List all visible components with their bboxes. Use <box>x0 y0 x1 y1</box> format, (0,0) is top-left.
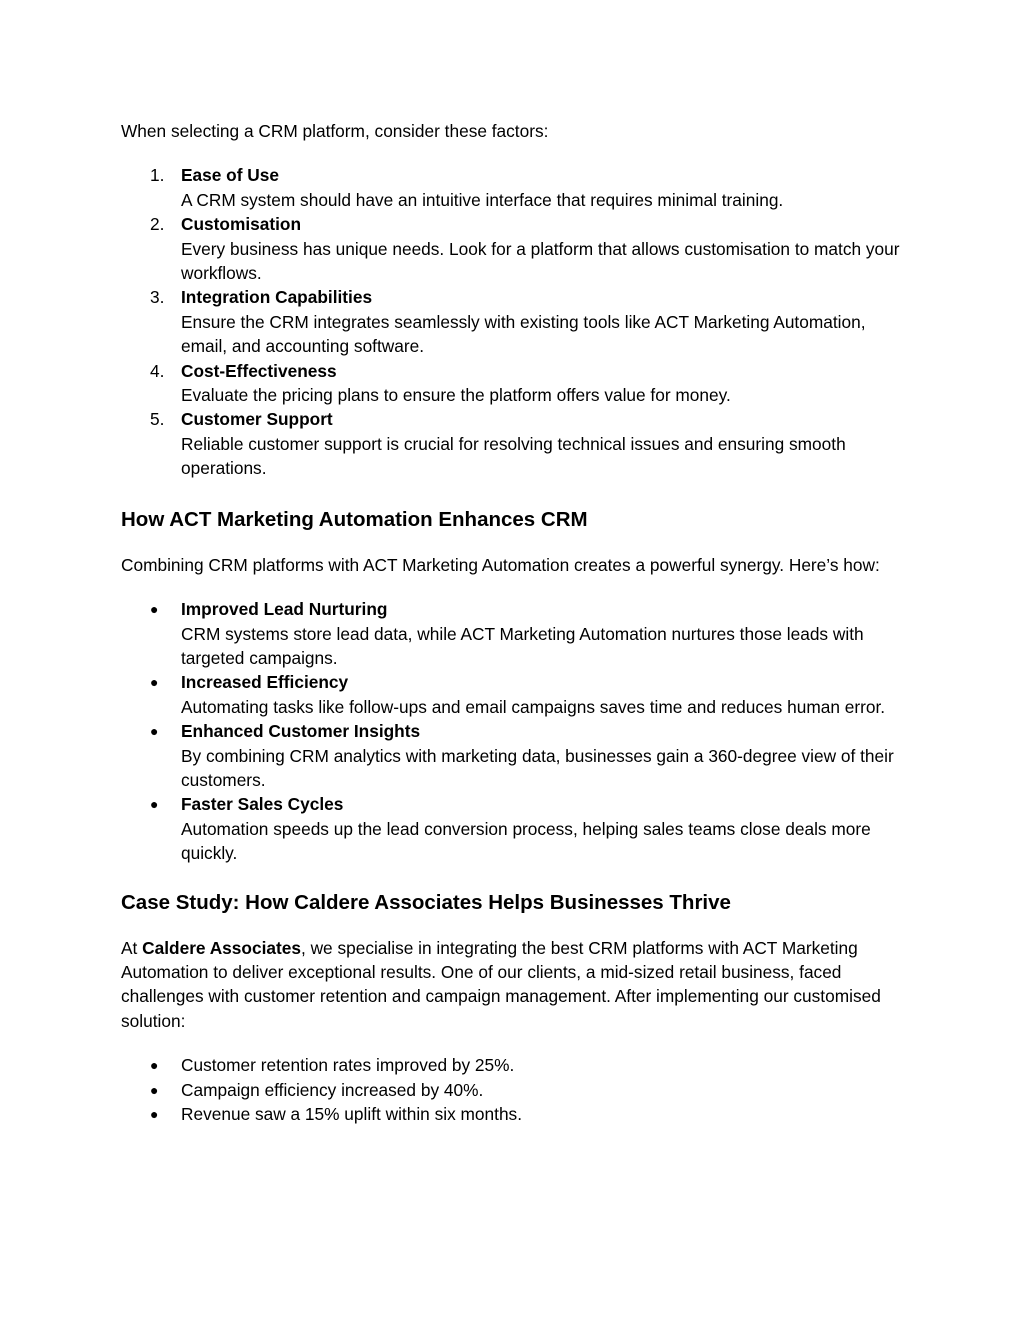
list-number: 4. <box>150 360 165 381</box>
item-title: Customer Support <box>181 409 333 430</box>
list-item <box>121 285 911 358</box>
result-text: Campaign efficiency increased by 40%. <box>181 1079 484 1100</box>
bullet-icon: ● <box>150 1106 159 1122</box>
results-list <box>121 1053 911 1126</box>
list-item <box>121 163 911 212</box>
list-number: 3. <box>150 287 165 308</box>
section-paragraph: Combining CRM platforms with ACT Marketing Automation creates a powerful synergy. Here’s how: <box>121 554 880 575</box>
section-heading: How ACT Marketing Automation Enhances CRM <box>121 507 588 531</box>
item-description: Every business has unique needs. Look for a platform that allows customisation to match your workflows. <box>181 238 900 284</box>
item-description: By combining CRM analytics with marketing data, businesses gain a 360-degree view of their customers. <box>181 745 894 790</box>
paragraph-rest: , we specialise in integrating the best CRM platforms with ACT Marketing Automation to deliver exceptional results. One of our clients, a mid-sized retail business, faced challenges with customer retention and campaign management. After implementing our customised solution: <box>121 937 881 1031</box>
item-description: Automating tasks like follow-ups and email campaigns saves time and reduces human error. <box>181 696 886 717</box>
bullet-icon: ● <box>150 723 159 740</box>
item-title: Cost-Effectiveness <box>181 360 337 381</box>
list-item <box>121 792 911 865</box>
result-text: Customer retention rates improved by 25%. <box>181 1055 515 1076</box>
list-item <box>121 1078 911 1102</box>
list-number: 5. <box>150 409 165 430</box>
list-number: 1. <box>150 165 165 186</box>
list-item <box>121 597 911 670</box>
list-number: 2. <box>150 214 165 235</box>
result-text: Revenue saw a 15% uplift within six months. <box>181 1104 522 1124</box>
item-title: Increased Efficiency <box>181 672 349 693</box>
list-item <box>121 407 911 480</box>
list-item <box>121 670 911 719</box>
item-description: Evaluate the pricing plans to ensure the platform offers value for money. <box>181 385 731 406</box>
company-name: Caldere Associates <box>142 937 301 958</box>
document-page <box>121 119 911 1126</box>
bullet-icon: ● <box>150 1057 159 1074</box>
item-title: Integration Capabilities <box>181 287 373 308</box>
bullet-icon: ● <box>150 674 159 691</box>
item-description: Reliable customer support is crucial for resolving technical issues and ensuring smooth operations. <box>181 433 846 479</box>
item-title: Customisation <box>181 214 302 235</box>
item-title: Ease of Use <box>181 165 279 186</box>
item-description: Automation speeds up the lead conversion process, helping sales teams close deals more quickly. <box>181 818 871 864</box>
list-item <box>121 359 911 408</box>
section-heading: Case Study: How Caldere Associates Helps Businesses Thrive <box>121 890 731 914</box>
bullet-icon: ● <box>150 796 159 813</box>
benefits-list <box>121 597 911 865</box>
item-description: Ensure the CRM integrates seamlessly with existing tools like ACT Marketing Automation, email, and accounting software. <box>181 311 866 357</box>
paragraph-prefix: At <box>121 937 143 958</box>
item-title: Improved Lead Nurturing <box>181 599 388 620</box>
list-item <box>121 212 911 285</box>
list-item <box>121 1102 911 1126</box>
item-description: CRM systems store lead data, while ACT Marketing Automation nurtures those leads with targeted campaigns. <box>181 623 864 668</box>
bullet-icon: ● <box>150 1081 159 1098</box>
case-study-paragraph <box>121 936 911 1034</box>
list-item <box>121 1053 911 1077</box>
bullet-icon: ● <box>150 601 159 618</box>
item-title: Enhanced Customer Insights <box>181 721 421 742</box>
factors-list <box>121 163 911 480</box>
item-title: Faster Sales Cycles <box>181 794 344 815</box>
item-description: A CRM system should have an intuitive interface that requires minimal training. <box>181 189 784 210</box>
list-item <box>121 719 911 792</box>
intro-paragraph: When selecting a CRM platform, consider these factors: <box>121 121 549 141</box>
